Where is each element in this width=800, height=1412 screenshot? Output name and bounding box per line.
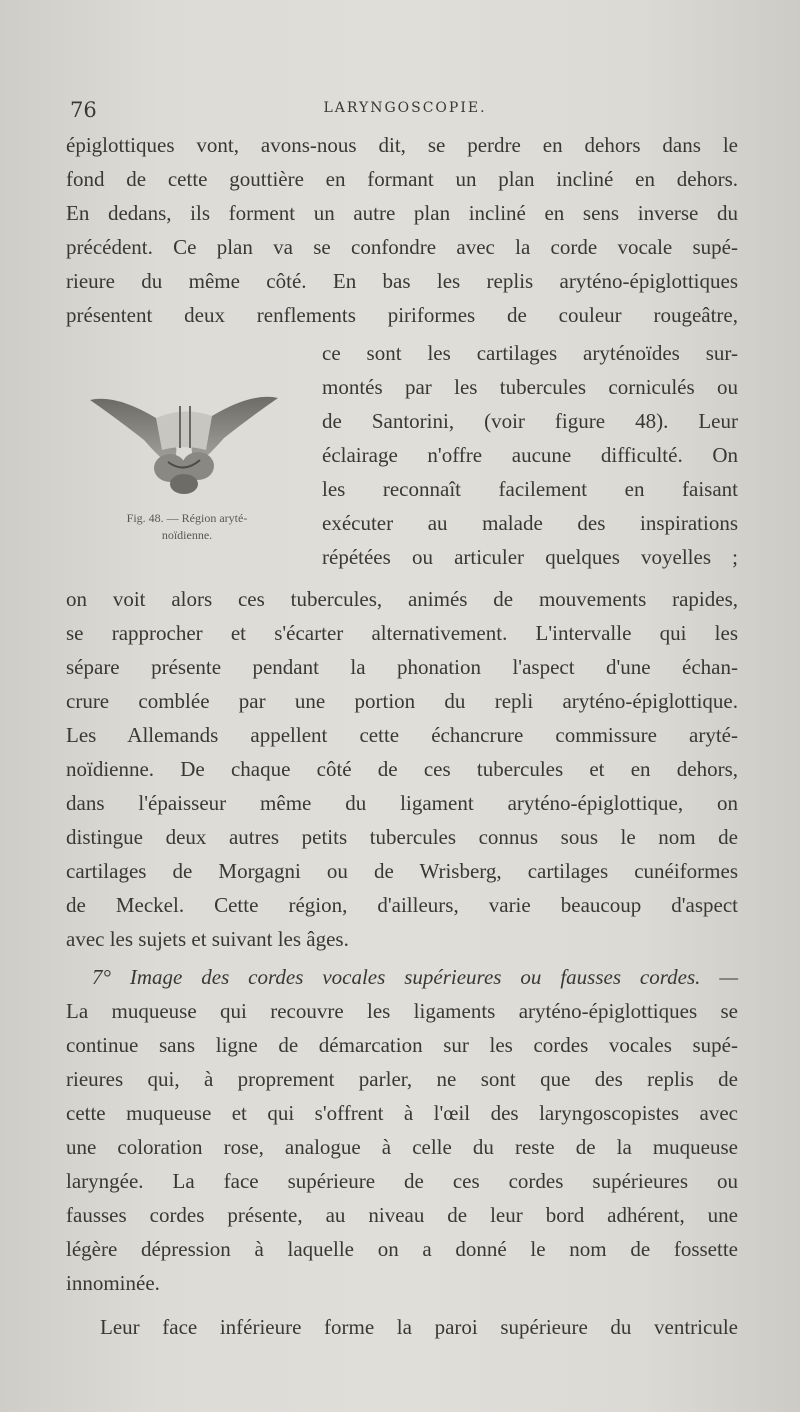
caption-line: Fig. 48. — Région aryté- xyxy=(126,511,248,525)
text-line: éclairage n'offre aucune difficulté. On xyxy=(322,443,738,467)
text-line: exécuter au malade des inspirations xyxy=(322,511,738,535)
section-heading: 7° Image des cordes vocales supérieures ou fausses cordes. — xyxy=(92,965,738,989)
text-line: continue sans ligne de démarcation sur les cordes vocales supé- xyxy=(66,1033,738,1057)
text-line: légère dépression à laquelle on a donné le nom de fossette xyxy=(66,1237,738,1261)
text-line: épiglottiques vont, avons-nous dit, se perdre en dehors dans le xyxy=(66,133,738,157)
text-line: les reconnaît facilement en faisant xyxy=(322,477,738,501)
text-line: de Santorini, (voir figure 48). Leur xyxy=(322,409,738,433)
text-line: La muqueuse qui recouvre les ligaments aryténo-épiglottiques se xyxy=(66,999,738,1023)
text-line: rieure du même côté. En bas les replis aryténo-épiglottiques xyxy=(66,269,738,293)
text-line: distingue deux autres petits tubercules connus sous le nom de xyxy=(66,825,738,849)
text-line: innominée. xyxy=(66,1271,160,1295)
page-number: 76 xyxy=(70,98,97,122)
text-line: fond de cette gouttière en formant un plan incliné en dehors. xyxy=(66,167,738,191)
text-line: sépare présente pendant la phonation l'aspect d'une échan- xyxy=(66,655,738,679)
caption-line: noïdienne. xyxy=(161,528,213,542)
text-line: précédent. Ce plan va se confondre avec la corde vocale supé- xyxy=(66,235,738,259)
text-line: laryngée. La face supérieure de ces cordes supérieures ou xyxy=(66,1169,738,1193)
text-line: rieures qui, à proprement parler, ne sont que des replis de xyxy=(66,1067,738,1091)
text-line: de Meckel. Cette région, d'ailleurs, varie beaucoup d'aspect xyxy=(66,893,738,917)
text-line: ce sont les cartilages aryténoïdes sur- xyxy=(322,341,738,365)
text-line: on voit alors ces tubercules, animés de mouvements rapides, xyxy=(66,587,738,611)
text-line: Leur face inférieure forme la paroi supérieure du ventricule xyxy=(100,1315,738,1339)
text-line: avec les sujets et suivant les âges. xyxy=(66,927,349,951)
text-line: présentent deux renflements piriformes de couleur rougeâtre, xyxy=(66,303,738,327)
text-line: cette muqueuse et qui s'offrent à l'œil des laryngoscopistes avec xyxy=(66,1101,738,1125)
text-line: dans l'épaisseur même du ligament aryténo-épiglottique, on xyxy=(66,791,738,815)
text-line: Les Allemands appellent cette échancrure commissure aryté- xyxy=(66,723,738,747)
text-line: fausses cordes présente, au niveau de leur bord adhérent, une xyxy=(66,1203,738,1227)
figure-caption xyxy=(72,510,302,544)
text-line: se rapprocher et s'écarter alternativement. L'intervalle qui les xyxy=(66,621,738,645)
text-line: noïdienne. De chaque côté de ces tubercules et en dehors, xyxy=(66,757,738,781)
text-line: cartilages de Morgagni ou de Wrisberg, cartilages cunéiformes xyxy=(66,859,738,883)
text-line: crure comblée par une portion du repli aryténo-épiglottique. xyxy=(66,689,738,713)
page-header xyxy=(70,92,740,126)
text-line: En dedans, ils forment un autre plan incliné en sens inverse du xyxy=(66,201,738,225)
text-line: montés par les tubercules corniculés ou xyxy=(322,375,738,399)
running-title: LARYNGOSCOPIE. xyxy=(323,100,487,116)
text-line: une coloration rose, analogue à celle du reste de la muqueuse xyxy=(66,1135,738,1159)
text-line: répétées ou articuler quelques voyelles ; xyxy=(322,545,738,569)
arytenoid-region-figure xyxy=(86,388,282,498)
